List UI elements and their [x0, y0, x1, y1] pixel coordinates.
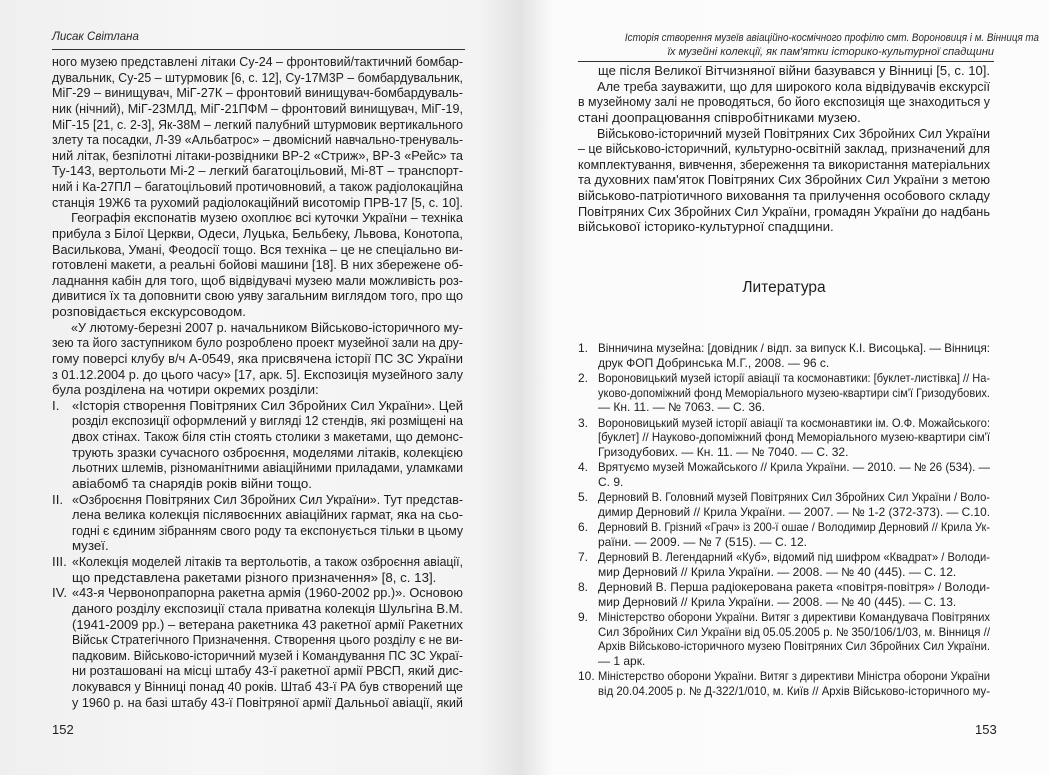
list-item [578, 341, 990, 370]
text-line: дивитися їх та доповнити свою уяву загальним виглядом того, про що [52, 288, 463, 304]
text-line: уково-допоміжний фонд Меморіального музею-квартири сім'ї Гризодубових. [598, 385, 990, 400]
text-line: мир Дерновий // Крила України. — 2008. — № 40 (445). — С. 13. [598, 594, 957, 609]
paragraph [52, 210, 463, 319]
text-line: та духовних пам'яток Повітряних Сих Збройних Сил України з метою [578, 172, 990, 188]
text-line: з 01.12.2004 р. до цього часу» [17, арк. 5]. Експозиція музейного залу [52, 366, 463, 382]
text-line: Вінничина музейна: [довідник / відп. за випуск К.І. Висоцька]. — Вінниця: [598, 341, 990, 355]
paragraph [578, 79, 990, 126]
text-line: ще після Великої Вітчизняної війни базувався у Вінниці [5, с. 10]. [598, 63, 990, 78]
list-marker: 10. [578, 669, 595, 683]
text-line: димир Дерновий // Крила України. — 2007. — № 1-2 (372-373). — С.10. [598, 504, 990, 519]
text-line: була розділена на чотири окремих розділи: [52, 382, 319, 398]
text-line: Дерновий В. Перша радіокерована ракета «повітря-повітря» / Володи- [598, 580, 990, 594]
references-heading: Литература [742, 279, 826, 296]
text-line: ного музею представлені літаки Су-24 – фронтовий/тактичний бомбар- [52, 54, 463, 69]
text-line: льотних шлемів, різноманітними авіаційними приладами, уламками [72, 460, 463, 476]
text-line: С. 9. [598, 474, 624, 489]
text-line: в музейному залі не проводяться, бо його експозиція ще знаходиться у [578, 94, 990, 110]
list-marker: I. [52, 397, 60, 413]
references-list [578, 341, 990, 699]
list-item [52, 398, 463, 492]
text-line: «У лютому-березні 2007 р. начальником Військово-історичного му- [70, 319, 463, 335]
right-body-text [578, 63, 990, 235]
text-line: — 1 арк. [598, 653, 646, 668]
list-marker: 4. [578, 460, 589, 474]
text-line: «Історія створення Повітряних Сил Збройних Сил України». Цей [72, 397, 463, 413]
list-item [52, 492, 463, 555]
running-head-author: Лисак Світлана [52, 31, 139, 43]
text-line: друк ФОП Добринська М.Г., 2008. — 96 с. [598, 355, 830, 370]
text-line: Гризодубових. — Кн. 11. — № 7040. — С. 32. [598, 444, 849, 459]
text-line: трують зразки сучасного озброєння, моделями літаків, колекцією [72, 444, 463, 460]
list-marker: 5. [578, 490, 589, 504]
text-line: лена велика колекція післявоєнних авіаційних гармат, яка на сьо- [72, 507, 463, 523]
text-line: мир Дерновий // Крила України. — 2008. — № 40 (445). — С. 12. [598, 564, 957, 579]
text-line: Сил Збройних Сил України від 05.05.2005 р. № 350/106/1/03, м. Вінниця // [598, 624, 990, 639]
list-marker: 7. [578, 550, 589, 564]
running-head-title [580, 31, 1039, 59]
text-line: Ту-143, вертольоти Мі-2 – легкий багатоцільовий, Мі-8Т – транспорт- [52, 163, 463, 179]
text-line: ладнання кабін для того, щоб відвідувачі музею мали можливість роз- [52, 272, 463, 288]
text-line: розповідається екскурсоводом. [52, 304, 246, 319]
text-line: падковим. Військово-історичний музей і Командування ПС ЗС Украї- [72, 647, 463, 663]
text-line: ний і Ка-27ПЛ – багатоцільовий протичовновий, а також радіолокаційна [52, 179, 463, 194]
list-marker: III. [52, 554, 67, 569]
running-head-line: Історія створення музеїв авіаційно-космічного профілю смт. Вороновиця і м. Вінниця та [624, 32, 1039, 44]
text-line: гому поверсі клубу в/ч А-0549, яка присвячена історії ПС ЗС України [52, 350, 463, 366]
text-line: Вороновицький музей історії авіації та космонавтики: [буклет-листівка] // На- [598, 371, 990, 385]
text-line: військово-патріотичного виховання та прилучення особового складу [578, 188, 990, 203]
text-line: що представлена ракетами різного призначення» [8, с. 13]. [72, 569, 437, 585]
list-item [578, 63, 990, 79]
list-item [52, 585, 463, 710]
running-head-line: їх музейні колекції, як пам'ятки історико-культурної спадщини [667, 46, 994, 58]
list-item [52, 554, 463, 585]
paragraph [52, 320, 463, 398]
text-line: військової історико-культурної спадщини. [578, 219, 834, 235]
header-rule [578, 61, 994, 62]
list-item [578, 610, 990, 668]
text-line: Повітряних Сих Збройних Сил України, громадян України до надбань [578, 203, 990, 219]
text-line: Василькова, Умані, Феодосії тощо. Вся техніка – це не спеціально ви- [52, 241, 463, 257]
text-line: авіабомб та снарядів років війни тощо. [72, 475, 312, 491]
text-line: у 1960 р. на базі штабу 43-ї Повітряної армії Дальньої авіації, який [72, 694, 463, 710]
text-line: готовлені макети, а реальні бойові машини [18]. В них збережене об- [52, 257, 463, 273]
list-item [578, 520, 990, 549]
text-line: двох стінах. Також біля стін стоять столики з макетами, що демонс- [72, 429, 463, 444]
text-line: даного розділу експозиції стала приватна колекція Шульгіна В.М. [72, 600, 463, 616]
list-item [578, 490, 990, 519]
text-line: музеї. [72, 538, 109, 554]
text-line: Військово-історичний музей Повітряних Сих Збройних Сил України [596, 125, 990, 141]
paragraph [578, 126, 990, 235]
text-line: Міністерство оборони України. Витяг з директиви Міністра оборони України [598, 669, 990, 683]
text-line: станція 19Ж6 та рухомий радіолокаційний висотомір ПРВ-17 [5, с. 10]. [52, 194, 463, 210]
text-line: Дерновий В. Легендарний «Куб», відомий під шифром «Квадрат» / Володи- [598, 550, 990, 564]
list-item [578, 460, 990, 489]
list-marker: 8. [578, 580, 589, 594]
text-line: Вороновицький музей історії авіації та космонавтики ім. О.Ф. Можайського: [598, 415, 990, 430]
text-line: комплектування, вивчення, збереження та використання матеріальних [578, 156, 990, 172]
list-item [578, 550, 990, 579]
list-marker: 9. [578, 610, 589, 624]
paragraph [52, 54, 463, 210]
text-line: ни розташовані на місці штабу 43-ї ракетної армії РВСП, який дис- [72, 663, 463, 679]
list-marker: 1. [578, 341, 589, 355]
text-line: Військ Стратегічного Призначення. Створення цього розділу є не ви- [72, 632, 463, 648]
text-line: від 20.04.2005 р. № Д-322/1/010, м. Київ // Архів Військово-історичного му- [598, 683, 990, 698]
text-line: «Озброєння Повітряних Сил Збройних Сил України». Тут представ- [72, 491, 463, 507]
text-line: Міністерство оборони України. Витяг з директиви Командувача Повітряних [598, 610, 990, 624]
text-line: Дерновий В. Головний музей Повітряних Сил Збройних Сил України / Воло- [598, 490, 990, 504]
text-line: МіГ-29 – винищувач, МіГ-27К – фронтовий винищувач-бомбардуваль- [52, 85, 463, 101]
text-line: «43-я Червонопрапорна ракетна армія (1960-2002 рр.)». Основою [72, 585, 463, 601]
text-line: Географія експонатів музею охоплює всі куточки України – техніка [71, 210, 463, 226]
text-line: «Колекція моделей літаків та вертольотів, а також озброєння авіації, [72, 554, 463, 569]
page-number: 153 [975, 722, 997, 737]
text-line: ний літак, безпілотні літаки-розвідники ВР-2 «Стриж», ВР-3 «Рейс» та [52, 147, 463, 163]
header-rule [52, 49, 465, 50]
text-line: Дерновий В. Грізний «Грач» із 200-ї ошае / Володимир Дерновий // Крила Ук- [598, 520, 990, 534]
text-line: ник (нічний), МіГ-23МЛД, МіГ-21ПФМ – фронтовий винищувач, МіГ-19, [52, 100, 463, 116]
list-item [578, 669, 990, 698]
text-line: злету та посадки, Л-39 «Альбатрос» – двомісний навчально-тренуваль- [52, 132, 463, 148]
text-line: годні є єдиним зібранням свого роду та експонується тільки в цьому [72, 522, 463, 538]
list-marker: 2. [578, 371, 589, 385]
right-page [522, 0, 1049, 775]
list-marker: 6. [578, 520, 589, 534]
list-marker: II. [52, 491, 64, 507]
text-line: Врятуємо музей Можайського // Крила України. — 2010. — № 26 (534). — [598, 460, 990, 474]
list-item [578, 416, 990, 460]
text-line: – це військово-історичний, культурно-освітній заклад, призначений для [578, 141, 990, 157]
text-line: зею та його заступником було розроблено проект музейної зали на дру- [52, 335, 463, 351]
list-item [578, 580, 990, 609]
text-line: прибула з Білої Церкви, Одеси, Луцька, Бельбеку, Львова, Конотопа, [52, 225, 463, 241]
text-line: МіГ-15 [21, с. 2-3], Як-38М – легкий палубний штурмовик вертикального [52, 116, 463, 132]
page-number: 152 [52, 722, 74, 737]
text-line: розділ експозиції оформлений у вигляді 12 стендів, які розміщені на [72, 413, 463, 429]
left-body-text [52, 54, 463, 710]
list-marker: IV. [52, 585, 68, 601]
text-line: [буклет] // Науково-допоміжний фонд Меморіального музею-квартири сім'ї [598, 430, 990, 444]
text-line: раїни. — 2009. — № 7 (515). — С. 12. [598, 534, 807, 549]
list-item [578, 371, 990, 415]
text-line: (1941-2009 рр.) – ветерана ракетника 43 ракетної армії Ракетних [72, 616, 463, 632]
text-line: Архів Військово-історичного музею Повітряних Сил Збройних Сил України. [598, 639, 990, 653]
text-line: Але треба зауважити, що для широкого кола відвідувачів екскурсії [597, 78, 990, 94]
list-marker: 3. [578, 415, 589, 430]
text-line: стані доопрацювання співробітниками музею. [578, 109, 861, 125]
text-line: локувався у Вінниці понад 40 років. Штаб 43-ї РА був створений ще [72, 679, 463, 694]
text-line: дувальник, Су-25 – штурмовик [6, с. 12], Су-17М3Р – бомбардувальник, [52, 69, 463, 85]
text-line: — Кн. 11. — № 7063. — С. 36. [598, 400, 765, 414]
left-page [0, 0, 522, 775]
